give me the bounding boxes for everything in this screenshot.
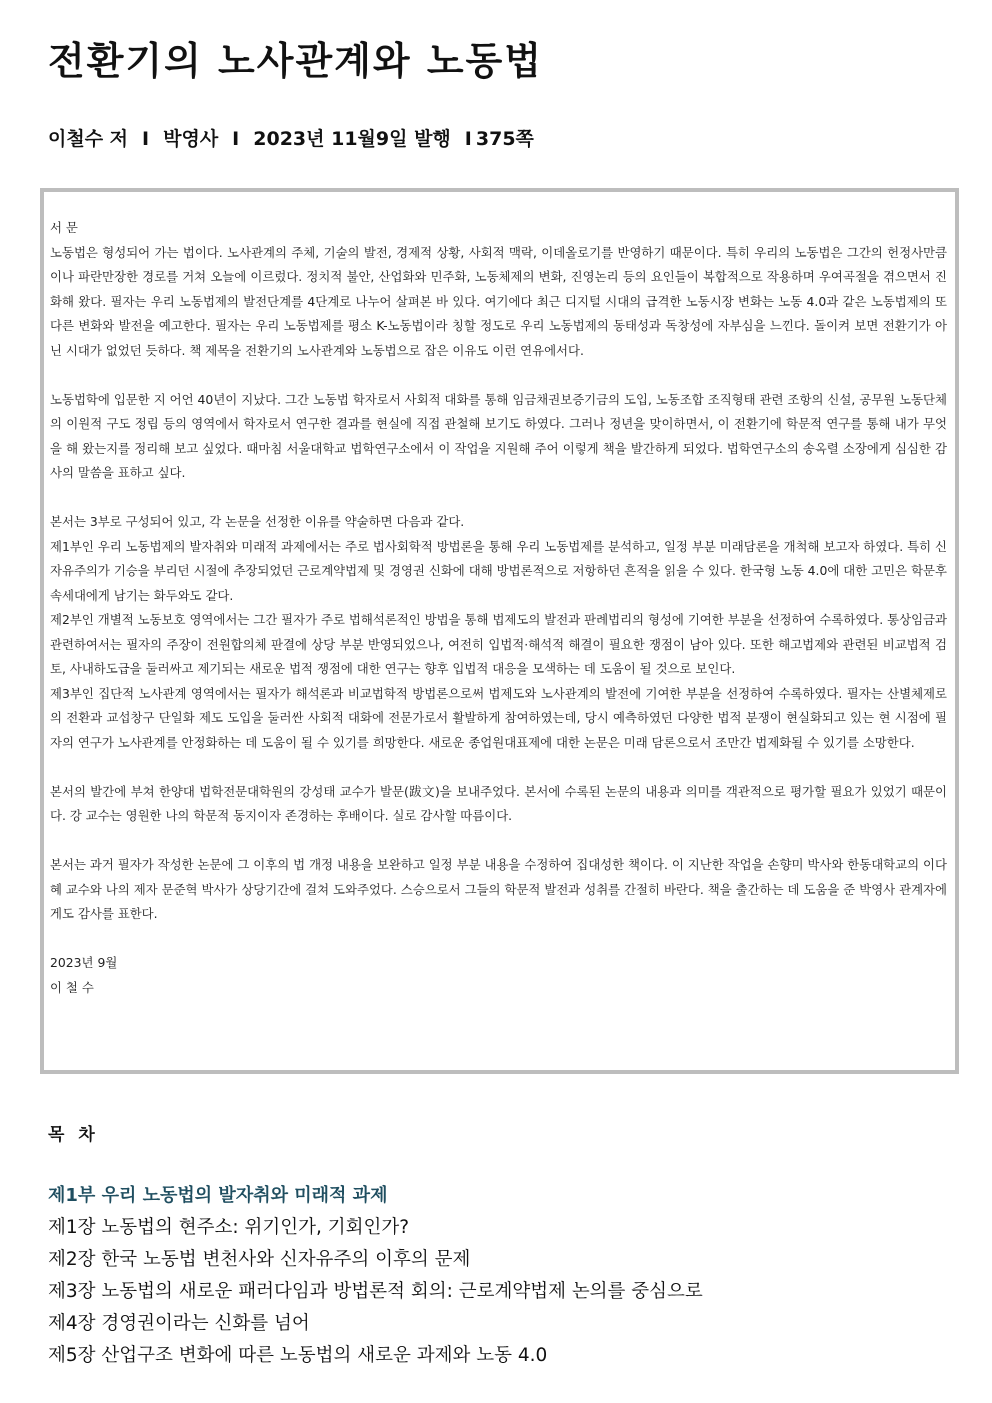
preface-paragraph: 제3부인 집단적 노사관계 영역에서는 필자가 해석론과 비교법학적 방법론으로써 법제도와 노사관계의 발전에 기여한 부분을 선정하여 수록하였다. 필자는 산별체제로의 전환과 교섭창구 단일화 제도 도입을 둘러싼 사회적 대화에 전문가로서 활발하게 참여하였는데, 당시 예측하였던 다양한 법적 분쟁이 현실화되고 있는 현 시점에 필자의 연구가 노사관계를 안정화하는 데 도움이 될 수 있기를 희망한다. 새로운 종업원대표제에 대한 논문은 미래 담론으로서 조만간 법제화될 수 있기를 소망한다. xyxy=(50,685,947,750)
toc-chapter-2: 제2장 한국 노동법 변천사와 신자유주의 이후의 문제 xyxy=(48,1249,471,1270)
preface-paragraph: 본서는 과거 필자가 작성한 논문에 그 이후의 법 개정 내용을 보완하고 일정 부분 내용을 수정하여 집대성한 책이다. 이 지난한 작업을 손향미 박사와 한동대학교의 이다혜 교수와 나의 제자 문준혁 박사가 상당기간에 걸쳐 도와주었다. 스승으로서 그들의 학문적 발전과 성취를 간절히 바란다. 책을 출간하는 데 도움을 준 박영사 관계자에게도 감사를 표한다. xyxy=(50,857,947,921)
separator: I xyxy=(464,128,472,150)
preface-paragraph: 노동법은 형성되어 가는 법이다. 노사관계의 주체, 기술의 발전, 경제적 상황, 사회적 맥락, 이데올로기를 반영하기 때문이다. 특히 우리의 노동법은 그간의 헌정사만큼이나 파란만장한 경로를 거쳐 오늘에 이르렀다. 정치적 불안, 산업화와 민주화, 노동체제의 변화, 진영논리 등의 요인들이 복합적으로 작용하며 우여곡절을 겪으면서 진화해 왔다. 필자는 우리 노동법제의 발전단계를 4단계로 나누어 살펴본 바 있다. 여기에다 최근 디지털 시대의 급격한 노동시장 변화는 노동 4.0과 같은 노동법제의 또 다른 변화와 발전을 예고한다. 필자는 우리 노동법제를 평소 K-노동법이라 칭할 정도로 우리 노동법제의 동태성과 독창성에 자부심을 느낀다. 돌이켜 보면 전환기가 아닌 시대가 없었던 듯하다. 책 제목을 전환기의 노사관계와 노동법으로 잡은 이유도 이런 연유에서다. xyxy=(50,244,947,358)
preface-paragraph: 본서는 3부로 구성되어 있고, 각 논문을 선정한 이유를 약술하면 다음과 같다. xyxy=(50,514,465,529)
toc-chapter-5: 제5장 산업구조 변화에 따른 노동법의 새로운 과제와 노동 4.0 xyxy=(48,1345,548,1366)
toc-chapter-1: 제1장 노동법의 현주소: 위기인가, 기회인가? xyxy=(48,1217,410,1238)
preface-signature: 이 철 수 xyxy=(50,979,94,995)
page-count: 375쪽 xyxy=(475,128,534,150)
preface-box xyxy=(40,188,959,1074)
toc-chapter-4: 제4장 경영권이라는 신화를 넘어 xyxy=(48,1313,310,1334)
separator: I xyxy=(142,128,150,150)
book-meta xyxy=(48,124,534,151)
author: 이철수 저 xyxy=(48,128,129,150)
toc-part-1: 제1부 우리 노동법의 발자취와 미래적 과제 xyxy=(48,1185,388,1206)
paragraph-gap xyxy=(50,486,947,511)
preface-paragraph: 제2부인 개별적 노동보호 영역에서는 그간 필자가 주로 법해석론적인 방법을 통해 법제도의 발전과 판례법리의 형성에 기여한 부분을 선정하여 수록하였다. 통상임금과 관련하여서는 필자의 주장이 전원합의체 판결에 상당 부분 반영되었으나, 여전히 입법적·해석적 해결이 필요한 쟁점이 남아 있다. 또한 해고법제와 관련된 비교법적 검토, 사내하도급을 둘러싸고 제기되는 새로운 법적 쟁점에 대한 연구는 향후 입법적 대응을 모색하는 데 도움이 될 것으로 보인다. xyxy=(50,612,947,676)
publisher: 박영사 xyxy=(163,128,219,150)
paragraph-gap xyxy=(50,927,947,952)
publish-date: 2023년 11월9일 발행 xyxy=(253,128,451,150)
preface-paragraph: 노동법학에 입문한 지 어언 40년이 지났다. 그간 노동법 학자로서 사회적 대화를 통해 임금채권보증기금의 도입, 노동조합 조직형태 관련 조항의 신설, 공무원 노동단체의 이원적 구도 정립 등의 영역에서 학자로서 연구한 결과를 현실에 직접 관철해 보기도 하였다. 그러나 정년을 맞이하면서, 이 전환기에 학문적 연구를 통해 내가 무엇을 해 왔는지를 정리해 보고 싶었다. 때마침 서울대학교 법학연구소에서 이 작업을 지원해 주어 이렇게 책을 발간하게 되었다. 법학연구소의 송옥렬 소장에게 심심한 감사의 말씀을 표하고 싶다. xyxy=(50,391,947,480)
preface-date: 2023년 9월 xyxy=(50,955,118,970)
separator: I xyxy=(232,128,240,150)
page-title: 전환기의 노사관계와 노동법 xyxy=(48,39,543,83)
paragraph-gap xyxy=(50,363,947,388)
toc-chapter-3: 제3장 노동법의 새로운 패러다임과 방법론적 회의: 근로계약법제 논의를 중심으로 xyxy=(48,1281,703,1302)
preface-paragraph: 본서의 발간에 부쳐 한양대 법학전문대학원의 강성태 교수가 발문(跋文)을 보내주었다. 본서에 수록된 논문의 내용과 의미를 객관적으로 평가할 필요가 있었기 때문이다. 강 교수는 영원한 나의 학문적 동지이자 존경하는 후배이다. 실로 감사할 따름이다. xyxy=(50,783,947,823)
preface-heading: 서 문 xyxy=(50,220,78,235)
table-of-contents xyxy=(48,1180,948,1372)
paragraph-gap xyxy=(50,755,947,780)
preface-paragraph: 제1부인 우리 노동법제의 발자취와 미래적 과제에서는 주로 법사회학적 방법론을 통해 우리 노동법제를 분석하고, 일정 부분 미래담론을 개척해 보고자 하였다. 특히 신자유주의가 기승을 부리던 시절에 추장되었던 근로계약법제 및 경영권 신화에 대해 방법론적으로 저항하던 흔적을 읽을 수 있다. 한국형 노동 4.0에 대한 고민은 학문후속세대에게 남기는 화두와도 같다. xyxy=(50,538,947,603)
toc-heading: 목 차 xyxy=(48,1125,99,1145)
paragraph-gap xyxy=(50,829,947,854)
